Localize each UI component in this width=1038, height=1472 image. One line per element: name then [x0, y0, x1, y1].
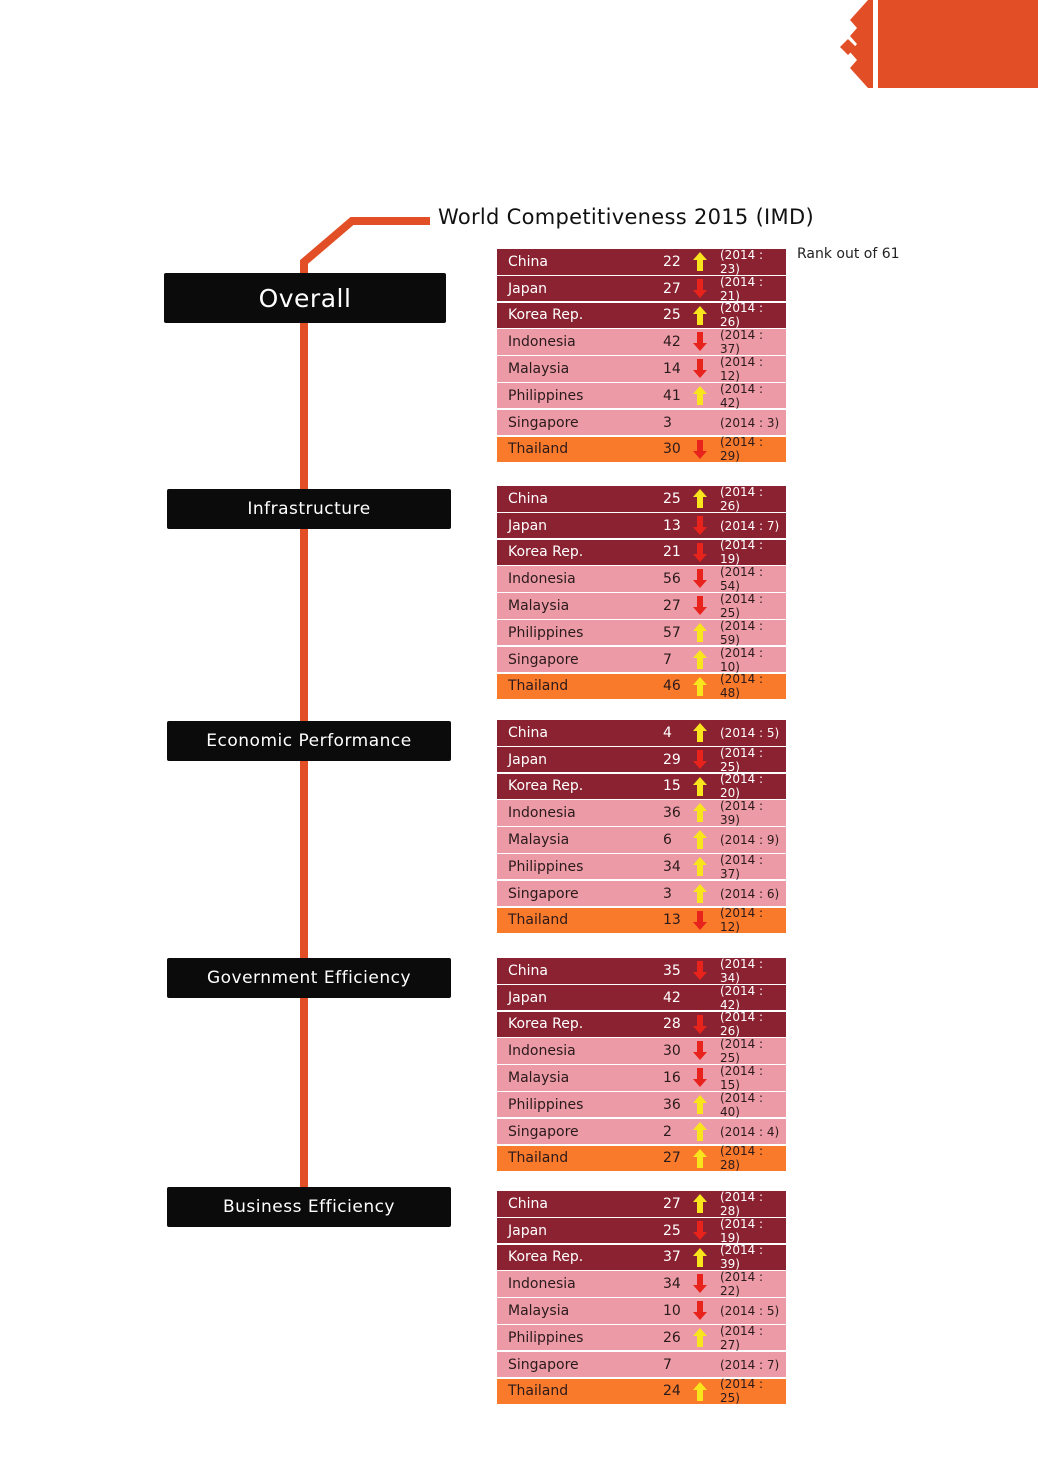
rank-2014: (2014 : 40) — [720, 1090, 764, 1119]
arrow-down-icon — [693, 750, 707, 769]
rank-row — [497, 774, 786, 800]
country-name: Philippines — [508, 858, 584, 875]
rank-2015: 41 — [663, 387, 681, 404]
rank-2014: (2014 : 25) — [720, 1377, 764, 1406]
country-name: Indonesia — [508, 1276, 576, 1293]
country-name: Indonesia — [508, 334, 576, 351]
rank-row — [497, 674, 786, 700]
rank-2014: (2014 : 12) — [720, 906, 764, 935]
rank-row — [497, 800, 786, 826]
rank-row — [497, 1092, 786, 1118]
rank-2014: (2014 : 3) — [720, 415, 780, 430]
arrow-up-icon — [693, 1122, 707, 1141]
country-name: Singapore — [508, 885, 579, 902]
country-name: Philippines — [508, 624, 584, 641]
rank-row — [497, 276, 786, 302]
rank-2014: (2014 : 22) — [720, 1270, 764, 1299]
rank-2014: (2014 : 42) — [720, 381, 764, 410]
rank-2014: (2014 : 6) — [720, 886, 780, 901]
rank-row — [497, 1038, 786, 1064]
rank-2014: (2014 : 5) — [720, 1303, 780, 1318]
country-name: Thailand — [508, 912, 569, 929]
arrow-down-icon — [693, 569, 707, 588]
rank-2014: (2014 : 25) — [720, 745, 764, 774]
rank-2015: 2 — [663, 1123, 672, 1140]
rank-2015: 35 — [663, 962, 681, 979]
country-name: China — [508, 490, 548, 507]
arrow-up-icon — [693, 1194, 707, 1213]
rank-2015: 30 — [663, 441, 681, 458]
rank-row — [497, 1325, 786, 1351]
rank-row — [497, 881, 786, 907]
rank-row — [497, 1218, 786, 1244]
arrow-up-icon — [693, 1382, 707, 1401]
country-name: Thailand — [508, 678, 569, 695]
rank-2015: 7 — [663, 651, 672, 668]
rank-row — [497, 1146, 786, 1172]
section-label-government-efficiency: Government Efficiency — [167, 958, 451, 998]
arrow-down-icon — [693, 596, 707, 615]
rank-2014: (2014 : 21) — [720, 274, 764, 303]
country-name: Malaysia — [508, 831, 570, 848]
rank-2015: 4 — [663, 724, 672, 741]
arrow-up-icon — [693, 1149, 707, 1168]
rank-2014: (2014 : 12) — [720, 354, 764, 383]
rank-2015: 46 — [663, 678, 681, 695]
rank-row — [497, 540, 786, 566]
rank-row — [497, 356, 786, 382]
country-name: Korea Rep. — [508, 1016, 584, 1033]
rank-2014: (2014 : 29) — [720, 435, 764, 464]
arrow-up-icon — [693, 1248, 707, 1267]
rank-out-of-note: Rank out of 61 — [797, 246, 900, 262]
rank-2014: (2014 : 25) — [720, 1037, 764, 1066]
arrow-down-icon — [693, 1301, 707, 1320]
country-name: Japan — [508, 280, 548, 297]
rank-2015: 13 — [663, 912, 681, 929]
rank-2014: (2014 : 39) — [720, 799, 764, 828]
country-name: Japan — [508, 1222, 548, 1239]
rank-2015: 14 — [663, 360, 681, 377]
rank-row — [497, 1245, 786, 1271]
rank-2014: (2014 : 34) — [720, 956, 764, 985]
arrow-down-icon — [693, 961, 707, 980]
rank-2015: 26 — [663, 1329, 681, 1346]
arrow-down-icon — [693, 1041, 707, 1060]
rank-2014: (2014 : 42) — [720, 983, 764, 1012]
rank-2015: 28 — [663, 1016, 681, 1033]
country-name: Philippines — [508, 1329, 584, 1346]
government-efficiency-rank-table — [497, 958, 786, 1172]
infrastructure-rank-table — [497, 486, 786, 700]
country-name: Korea Rep. — [508, 1249, 584, 1266]
rank-2015: 3 — [663, 414, 672, 431]
country-name: Singapore — [508, 1356, 579, 1373]
rank-row — [497, 720, 786, 746]
country-name: Korea Rep. — [508, 778, 584, 795]
country-name: China — [508, 253, 548, 270]
country-name: Thailand — [508, 1150, 569, 1167]
arrow-up-icon — [693, 386, 707, 405]
rank-row — [497, 1012, 786, 1038]
arrow-up-icon — [693, 623, 707, 642]
country-name: China — [508, 1195, 548, 1212]
country-name: Thailand — [508, 1383, 569, 1400]
rank-2014: (2014 : 15) — [720, 1063, 764, 1092]
rank-2014: (2014 : 23) — [720, 247, 764, 276]
rank-2014: (2014 : 27) — [720, 1323, 764, 1352]
rank-2015: 10 — [663, 1302, 681, 1319]
country-name: Singapore — [508, 414, 579, 431]
rank-2015: 27 — [663, 1150, 681, 1167]
rank-2014: (2014 : 39) — [720, 1243, 764, 1272]
arrow-up-icon — [693, 252, 707, 271]
rank-row — [497, 747, 786, 773]
rank-row — [497, 1191, 786, 1217]
rank-2014: (2014 : 28) — [720, 1144, 764, 1173]
rank-2015: 16 — [663, 1069, 681, 1086]
rank-row — [497, 1352, 786, 1378]
economic-performance-rank-table — [497, 720, 786, 934]
rank-2015: 42 — [663, 989, 681, 1006]
country-name: Philippines — [508, 387, 584, 404]
rank-2015: 24 — [663, 1383, 681, 1400]
section-label-economic-performance: Economic Performance — [167, 721, 451, 761]
country-name: Japan — [508, 989, 548, 1006]
rank-2015: 21 — [663, 544, 681, 561]
country-name: Philippines — [508, 1096, 584, 1113]
rank-row — [497, 854, 786, 880]
section-label-infrastructure: Infrastructure — [167, 489, 451, 529]
arrow-up-icon — [693, 1328, 707, 1347]
rank-2015: 57 — [663, 624, 681, 641]
rank-2014: (2014 : 28) — [720, 1189, 764, 1218]
rank-2015: 30 — [663, 1043, 681, 1060]
rank-row — [497, 410, 786, 436]
rank-row — [497, 1065, 786, 1091]
rank-2014: (2014 : 48) — [720, 672, 764, 701]
country-name: Malaysia — [508, 597, 570, 614]
rank-2015: 29 — [663, 751, 681, 768]
rank-2014: (2014 : 20) — [720, 772, 764, 801]
rank-2014: (2014 : 5) — [720, 725, 780, 740]
rank-2014: (2014 : 37) — [720, 328, 764, 357]
rank-row — [497, 908, 786, 934]
rank-2015: 25 — [663, 490, 681, 507]
rank-row — [497, 1271, 786, 1297]
arrow-up-icon — [693, 884, 707, 903]
rank-2014: (2014 : 54) — [720, 565, 764, 594]
rank-2014: (2014 : 37) — [720, 852, 764, 881]
rank-row — [497, 1119, 786, 1145]
rank-row — [497, 329, 786, 355]
rank-2015: 27 — [663, 1195, 681, 1212]
overall-rank-table — [497, 249, 786, 463]
arrow-up-icon — [693, 650, 707, 669]
rank-row — [497, 566, 786, 592]
rank-2015: 34 — [663, 1276, 681, 1293]
rank-row — [497, 958, 786, 984]
rank-2014: (2014 : 19) — [720, 538, 764, 567]
country-name: Thailand — [508, 441, 569, 458]
arrow-down-icon — [693, 1274, 707, 1293]
rank-row — [497, 383, 786, 409]
rank-row — [497, 513, 786, 539]
country-name: Korea Rep. — [508, 307, 584, 324]
rank-2015: 56 — [663, 571, 681, 588]
rank-2014: (2014 : 4) — [720, 1124, 780, 1139]
country-name: China — [508, 962, 548, 979]
rank-2015: 37 — [663, 1249, 681, 1266]
arrow-up-icon — [693, 489, 707, 508]
arrow-up-icon — [693, 803, 707, 822]
rank-2015: 22 — [663, 253, 681, 270]
country-name: Japan — [508, 751, 548, 768]
arrow-down-icon — [693, 516, 707, 535]
rank-row — [497, 985, 786, 1011]
arrow-down-icon — [693, 911, 707, 930]
chart-title: World Competitiveness 2015 (IMD) — [438, 205, 814, 229]
country-name: Indonesia — [508, 571, 576, 588]
rank-2015: 42 — [663, 334, 681, 351]
rank-2014: (2014 : 9) — [720, 832, 780, 847]
arrow-down-icon — [693, 1221, 707, 1240]
arrow-up-icon — [693, 677, 707, 696]
rank-2014: (2014 : 25) — [720, 591, 764, 620]
rank-2015: 36 — [663, 1096, 681, 1113]
arrow-up-icon — [693, 306, 707, 325]
rank-row — [497, 437, 786, 463]
rank-2014: (2014 : 26) — [720, 1010, 764, 1039]
arrow-up-icon — [693, 777, 707, 796]
rank-2014: (2014 : 59) — [720, 618, 764, 647]
rank-2014: (2014 : 26) — [720, 484, 764, 513]
country-name: Indonesia — [508, 1043, 576, 1060]
arrow-up-icon — [693, 723, 707, 742]
arrow-down-icon — [693, 543, 707, 562]
rank-2015: 34 — [663, 858, 681, 875]
rank-2014: (2014 : 7) — [720, 518, 780, 533]
arrow-down-icon — [693, 440, 707, 459]
country-name: Malaysia — [508, 1302, 570, 1319]
country-name: Korea Rep. — [508, 544, 584, 561]
country-name: Japan — [508, 517, 548, 534]
arrow-down-icon — [693, 332, 707, 351]
rank-row — [497, 593, 786, 619]
rank-2014: (2014 : 19) — [720, 1216, 764, 1245]
rank-row — [497, 647, 786, 673]
country-name: Singapore — [508, 651, 579, 668]
business-efficiency-rank-table — [497, 1191, 786, 1405]
section-label-overall: Overall — [164, 273, 446, 323]
country-name: China — [508, 724, 548, 741]
arrow-up-icon — [693, 1095, 707, 1114]
arrow-down-icon — [693, 1068, 707, 1087]
country-name: Indonesia — [508, 805, 576, 822]
rank-row — [497, 827, 786, 853]
rank-row — [497, 303, 786, 329]
arrow-up-icon — [693, 857, 707, 876]
rank-2015: 25 — [663, 1222, 681, 1239]
rank-2015: 3 — [663, 885, 672, 902]
rank-2015: 15 — [663, 778, 681, 795]
arrow-up-icon — [693, 830, 707, 849]
rank-row — [497, 1298, 786, 1324]
rank-row — [497, 620, 786, 646]
rank-2015: 27 — [663, 597, 681, 614]
rank-2015: 7 — [663, 1356, 672, 1373]
arrow-down-icon — [693, 279, 707, 298]
rank-2015: 36 — [663, 805, 681, 822]
rank-2014: (2014 : 7) — [720, 1357, 780, 1372]
arrow-down-icon — [693, 359, 707, 378]
rank-row — [497, 1379, 786, 1405]
rank-2015: 6 — [663, 831, 672, 848]
rank-row — [497, 486, 786, 512]
arrow-down-icon — [693, 1015, 707, 1034]
rank-2015: 25 — [663, 307, 681, 324]
rank-2015: 13 — [663, 517, 681, 534]
rank-2015: 27 — [663, 280, 681, 297]
rank-2014: (2014 : 10) — [720, 645, 764, 674]
country-name: Singapore — [508, 1123, 579, 1140]
rank-2014: (2014 : 26) — [720, 301, 764, 330]
section-label-business-efficiency: Business Efficiency — [167, 1187, 451, 1227]
country-name: Malaysia — [508, 1069, 570, 1086]
rank-row — [497, 249, 786, 275]
country-name: Malaysia — [508, 360, 570, 377]
